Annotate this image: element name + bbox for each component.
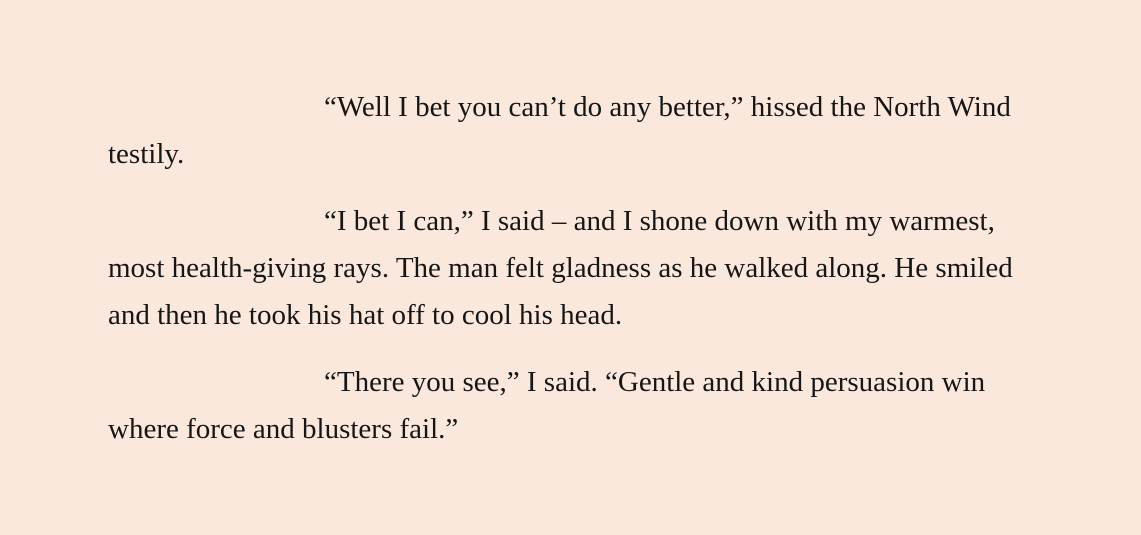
story-paragraph-2: “I bet I can,” I said – and I shone down with my warmest, most health-giving rays. The man felt gladness as he walked along. He smiled and then he took his hat off to cool his head. <box>108 205 1013 331</box>
story-paragraph-3: “There you see,” I said. “Gentle and kind persuasion win where force and blusters fail.” <box>108 366 986 445</box>
story-paragraph-1: “Well I bet you can’t do any better,” hissed the North Wind testily. <box>108 91 1011 170</box>
